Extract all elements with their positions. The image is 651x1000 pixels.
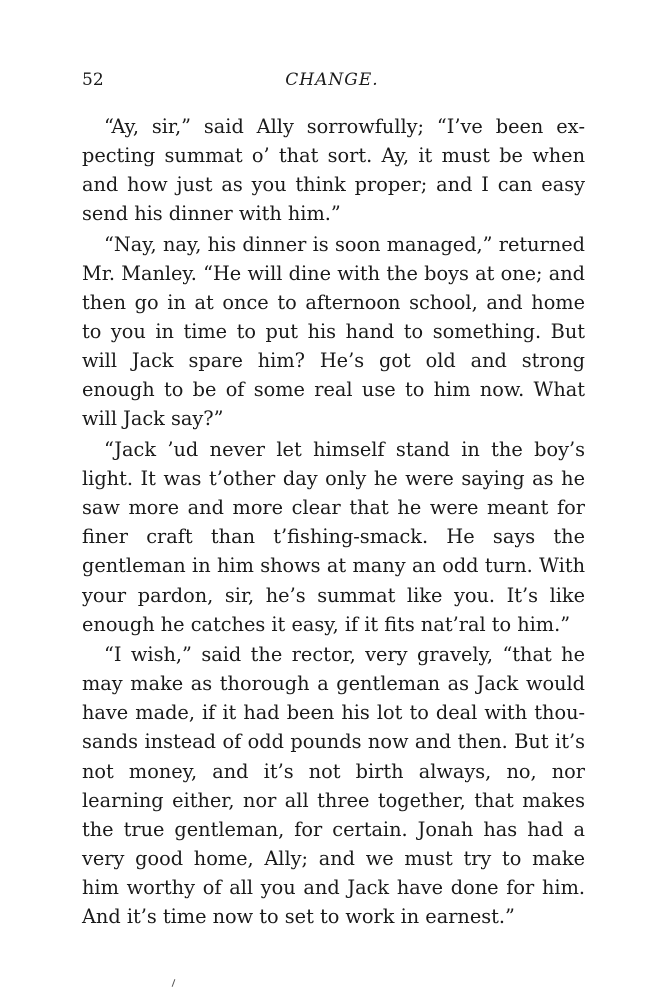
paragraph-2: “Nay, nay, his dinner is soon managed,” returned Mr. Manley. “He will dine with the boys at one; and then go in at once to afternoon school, and home to you in time to put his hand to something. But will Jack spare him? He’s got old and strong enough to be of some real use to him now. What will Jack say?” [82, 232, 585, 431]
stray-ink-mark [172, 979, 176, 987]
page-number: 52 [82, 70, 104, 90]
running-head [82, 70, 582, 94]
paragraph-1: “Ay, sir,” said Ally sorrowfully; “I’ve been expecting summat o’ that sort. Ay, it must be when and how just as you think proper; and I can easy send his dinner with him.” [82, 115, 585, 226]
chapter-title: CHANGE. [285, 70, 379, 90]
body-text [82, 112, 585, 933]
paragraph-4: “I wish,” said the rector, very gravely, “that he may make as thorough a gentleman as Jack would have made, if it had been his lot to deal with thousands instead of odd pounds now and then. But it’s not money, and it’s not birth always, no, nor learning either, nor all three together, that makes the true gentleman, for certain. Jonah has had a very good home, Ally; and we must try to make him worthy of all you and Jack have done for him. And it’s time now to set to work in earnest.” [82, 643, 585, 929]
paragraph-3: “Jack ’ud never let himself stand in the boy’s light. It was t’other day only he were saying as he saw more and more clear that he were meant for finer craft than t’fishing-smack. He says the gentleman in him shows at many an odd turn. With your pardon, sir, he’s summat like you. It’s like enough he catches it easy, if it fits nat’ral to him.” [82, 438, 585, 636]
